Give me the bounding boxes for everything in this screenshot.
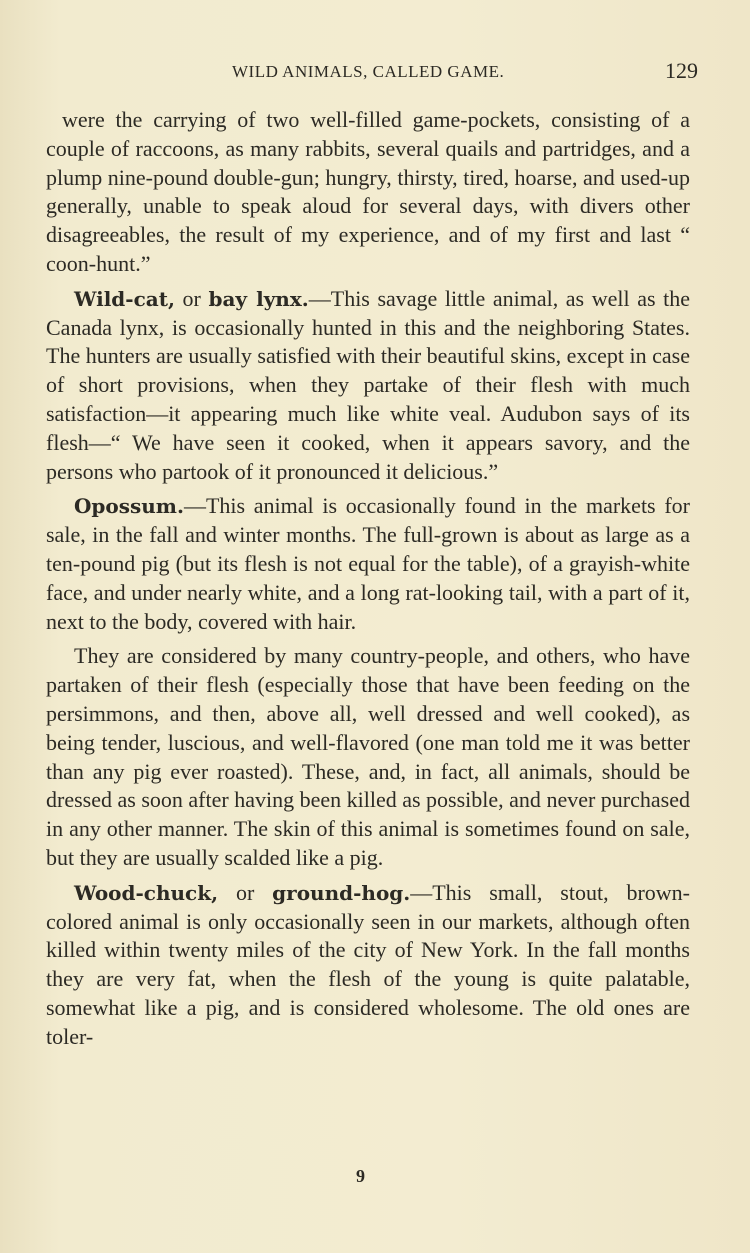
paragraph-text: were the carrying of two well-filled game-pockets, consisting of a couple of raccoons, as many rabbits, several quails and partridges, and a plump nine-pound double-gun; hungry, thirsty, tired, hoarse, and used-up generally, unable to speak aloud for several days, with divers other disagreeables, the result of my experience, and of my first and last “ coon-hunt.” (46, 107, 690, 276)
term-wood-chuck: Wood-chuck, (74, 880, 219, 905)
connector-text: or (218, 879, 273, 905)
paragraph-opossum (46, 492, 690, 636)
paragraph-coon-hunt (46, 106, 690, 279)
term-opossum: Opossum. (74, 494, 184, 519)
paragraph-text: They are considered by many country-people, and others, who have partaken of their flesh (especially those that have been feeding on the persimmons, and then, above all, well dressed and well cooked), as being tender, luscious, and well-flavored (one man told me it was better than any pig ever roasted). These, and, in fact, all animals, should be dressed as soon after having been killed as possible, and never purchased in any other manner. The skin of this animal is sometimes found on sale, but they are usually scalded like a pig. (46, 643, 690, 870)
paragraph-text: —This savage little animal, as well as the Canada lynx, is occasionally hunted in this and the neighboring States. The hunters are usually satisfied with their beautiful skins, except in case of short provisions, when they partake of their flesh with much satisfaction—it appearing much like white veal. Audubon says of its flesh—“ We have seen it cooked, when it appears savory, and the persons who partook of it pronounced it delicious.” (46, 285, 690, 484)
term-ground-hog: ground-hog. (272, 880, 411, 905)
running-head: WILD ANIMALS, CALLED GAME. (232, 62, 505, 81)
page-header (60, 58, 700, 86)
paragraph-text: —This small, stout, brown-colored animal is only occasionally seen in our markets, although often killed within twenty miles of the city of New York. In the fall months they are very fat, when the flesh of the young is quite palatable, somewhat like a pig, and is considered wholesome. The old ones are toler- (46, 879, 690, 1049)
page-body (46, 106, 690, 1058)
paragraph-text: —This animal is occasionally found in the markets for sale, in the fall and winter months. The full-grown is about as large as a ten-pound pig (but its flesh is not equal for the table), of a grayish-white face, and under nearly white, and a long rat-looking tail, with a part of it, next to the body, covered with hair. (46, 493, 690, 634)
paragraph-opossum-flesh (46, 642, 690, 872)
paragraph-wood-chuck (46, 879, 690, 1052)
signature-mark: 9 (356, 1166, 365, 1186)
term-wild-cat: Wild-cat, (74, 286, 175, 311)
term-bay-lynx: bay lynx. (208, 286, 309, 311)
paragraph-wild-cat (46, 285, 690, 487)
connector-text: or (174, 285, 209, 311)
page-number: 129 (665, 58, 698, 83)
